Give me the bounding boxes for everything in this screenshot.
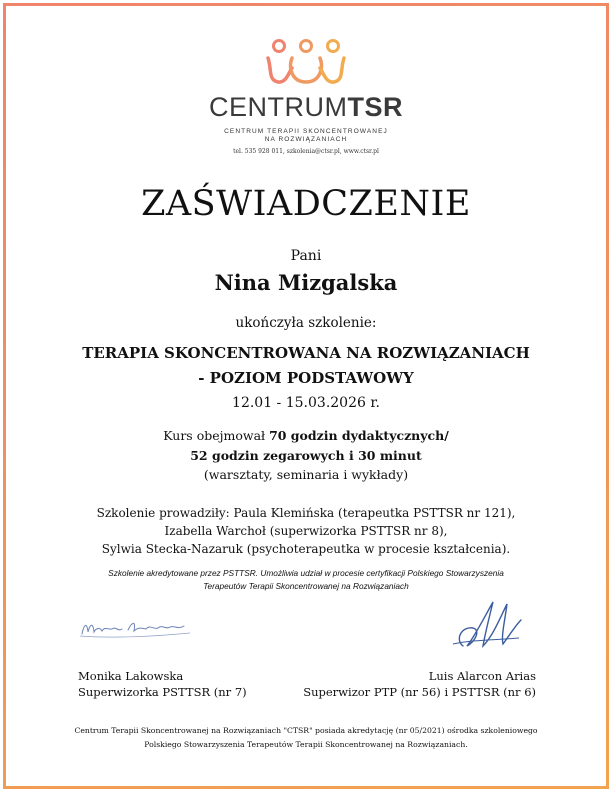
signature-luis-alarcon-arias (445, 596, 527, 654)
hours-line1: Kurs obejmował 70 godzin dydaktycznych/ (163, 428, 449, 443)
recipient-name: Nina Mizgalska (214, 270, 398, 295)
accreditation-line1: Szkolenie akredytowane przez PSTTSR. Umożliwia udział w procesie certyfikacji Polskiego Stowarzyszenia (108, 568, 504, 578)
hours-forms: (warsztaty, seminaria i wykłady) (203, 467, 409, 482)
signatory-role: Superwizor PTP (nr 56) i PSTTSR (nr 6) (303, 685, 536, 699)
course-name-line1: TERAPIA SKONCENTROWANA NA ROZWIĄZANIACH (82, 344, 530, 362)
contact-line: tel. 535 928 011, szkolenia@ctsr.pl, www.ctsr.pl (233, 148, 379, 155)
footer-line1: Centrum Terapii Skoncentrowanej na Rozwiązaniach "CTSR" posiada akredytację (nr 05/2021) ośrodka szkoleniowego (74, 726, 538, 735)
instructors-line3: Sylwia Stecka-Nazaruk (psychoterapeutka w procesie kształcenia). (101, 542, 511, 556)
instructors-line2: Izabella Warchoł (superwizorka PSTTSR nr 8), (164, 524, 448, 538)
signatory-name: Monika Lakowska (78, 669, 184, 683)
brand-subtitle: CENTRUM TERAPII SKONCENTROWANEJ NA ROZWIĄZANIACH (224, 128, 388, 143)
signatory-role: Superwizorka PSTTSR (nr 7) (78, 685, 247, 699)
salutation: Pani (290, 248, 322, 264)
completed-text: ukończyła szkolenie: (235, 315, 377, 331)
ctsr-logo-icon (264, 38, 348, 88)
brand-wordmark: CENTRUMTSR (209, 92, 403, 122)
footer-line2: Polskiego Stowarzyszenia Terapeutów Terapii Skoncentrowanej na Rozwiązaniach. (144, 740, 468, 749)
signatory-name: Luis Alarcon Arias (428, 669, 536, 683)
hours-line2: 52 godzin zegarowych i 30 minut (190, 448, 422, 463)
signatory-right (303, 668, 536, 700)
certificate-title: ZAŚWIADCZENIE (141, 184, 471, 224)
course-name-line2: - POZIOM PODSTAWOWY (198, 369, 414, 387)
signatory-left (78, 668, 247, 700)
instructors-line1: Szkolenie prowadziły: Paula Klemińska (terapeutka PSTTSR nr 121), (96, 506, 516, 520)
accreditation-line2: Terapeutów Terapii Skoncentrowanej na Rozwiązaniach (203, 581, 409, 591)
course-dates: 12.01 - 15.03.2026 r. (232, 395, 380, 411)
signature-monika-lakowska (78, 612, 198, 642)
